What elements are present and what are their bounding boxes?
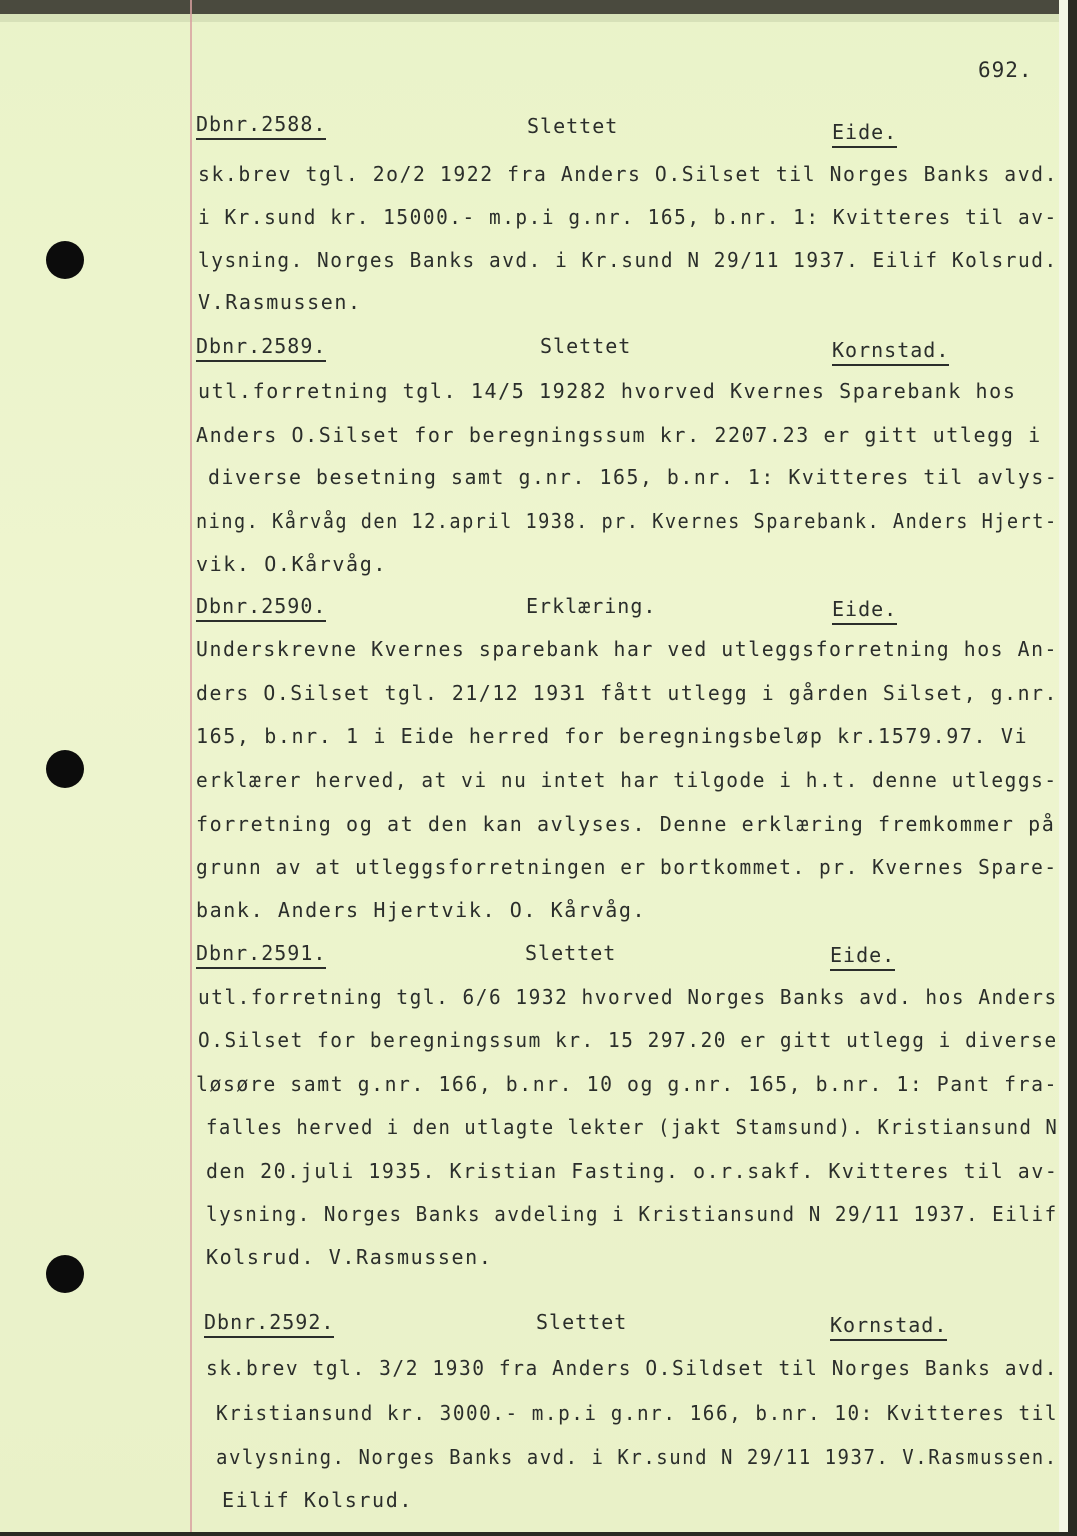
entry-place-text: Eide. [832,120,897,148]
scan-top-shadow [0,14,1068,22]
punch-hole [46,750,84,788]
text-line: 165, b.nr. 1 i Eide herred for beregningsbeløp kr.1579.97. Vi [196,724,1029,748]
scan-top-edge [0,0,1068,14]
text-line: utl.forretning tgl. 6/6 1932 hvorved Norges Banks avd. hos Anders [198,985,1058,1009]
text-line: forretning og at den kan avlyses. Denne erklæring fremkommer på [196,812,1056,836]
text-line: Kolsrud. V.Rasmussen. [206,1245,493,1269]
page-number: 692. [978,58,1033,82]
text-line: sk.brev tgl. 3/2 1930 fra Anders O.Sildset til Norges Banks avd. [206,1356,1059,1380]
entry-number [196,594,326,618]
text-line: V.Rasmussen. [198,290,362,314]
entry-place [830,943,895,967]
entry-number-text: Dbnr.2591. [196,941,326,969]
entry-number [204,1310,334,1334]
text-line: Eilif Kolsrud. [222,1488,413,1512]
entry-status: Slettet [540,334,632,358]
entry-number-text: Dbnr.2589. [196,334,326,362]
entry-number-text: Dbnr.2592. [204,1310,334,1338]
entry-status: Slettet [525,941,617,965]
text-line: løsøre samt g.nr. 166, b.nr. 10 og g.nr. 165, b.nr. 1: Pant fra- [196,1072,1059,1096]
entry-place-text: Eide. [832,597,897,625]
entry-number [196,941,326,965]
text-line: sk.brev tgl. 2o/2 1922 fra Anders O.Silset til Norges Banks avd. [198,162,1059,186]
margin-line [190,0,192,1532]
text-line: lysning. Norges Banks avd. i Kr.sund N 29/11 1937. Eilif Kolsrud. [198,248,1058,272]
entry-place [832,338,949,362]
text-line: grunn av at utleggsforretningen er bortkommet. pr. Kvernes Spare- [196,855,1058,879]
text-line: ders O.Silset tgl. 21/12 1931 fått utlegg i gården Silset, g.nr. [196,681,1059,705]
text-line: utl.forretning tgl. 14/5 19282 hvorved Kvernes Sparebank hos [198,379,1017,403]
entry-status: Slettet [536,1310,628,1334]
entry-place [830,1313,947,1337]
entry-place [832,597,897,621]
text-line: Underskrevne Kvernes sparebank har ved utleggsforretning hos An- [196,637,1059,661]
punch-hole [46,241,84,279]
text-line: i Kr.sund kr. 15000.- m.p.i g.nr. 165, b.nr. 1: Kvitteres til av- [198,205,1058,229]
text-line: bank. Anders Hjertvik. O. Kårvåg. [196,898,647,922]
text-line: diverse besetning samt g.nr. 165, b.nr. 1: Kvitteres til avlys- [208,465,1059,489]
text-line: Anders O.Silset for beregningssum kr. 2207.23 er gitt utlegg i [196,423,1042,447]
scan-right-edge [1059,0,1068,1532]
text-line: den 20.juli 1935. Kristian Fasting. o.r.sakf. Kvitteres til av- [206,1159,1059,1183]
entry-place-text: Kornstad. [830,1313,947,1341]
entry-place-text: Kornstad. [832,338,949,366]
entry-place-text: Eide. [830,943,895,971]
text-line: ning. Kårvåg den 12.april 1938. pr. Kvernes Sparebank. Anders Hjert- [196,509,1058,533]
text-line: falles herved i den utlagte lekter (jakt Stamsund). Kristiansund N [206,1115,1059,1139]
entry-number-text: Dbnr.2590. [196,594,326,622]
entry-number [196,334,326,358]
entry-status: Erklæring. [526,594,657,618]
punch-hole [46,1255,84,1293]
entry-number [196,112,326,136]
entry-status: Slettet [527,114,619,138]
entry-number-text: Dbnr.2588. [196,112,326,140]
entry-place [832,120,897,144]
text-line: erklærer herved, at vi nu intet har tilgode i h.t. denne utleggs- [196,768,1058,792]
text-line: vik. O.Kårvåg. [196,552,387,576]
text-line: avlysning. Norges Banks avd. i Kr.sund N 29/11 1937. V.Rasmussen. [216,1445,1058,1469]
text-line: lysning. Norges Banks avdeling i Kristiansund N 29/11 1937. Eilif [206,1202,1058,1226]
text-line: Kristiansund kr. 3000.- m.p.i g.nr. 166, b.nr. 10: Kvitteres til [216,1401,1059,1425]
text-line: O.Silset for beregningssum kr. 15 297.20 er gitt utlegg i diverse [198,1028,1058,1052]
